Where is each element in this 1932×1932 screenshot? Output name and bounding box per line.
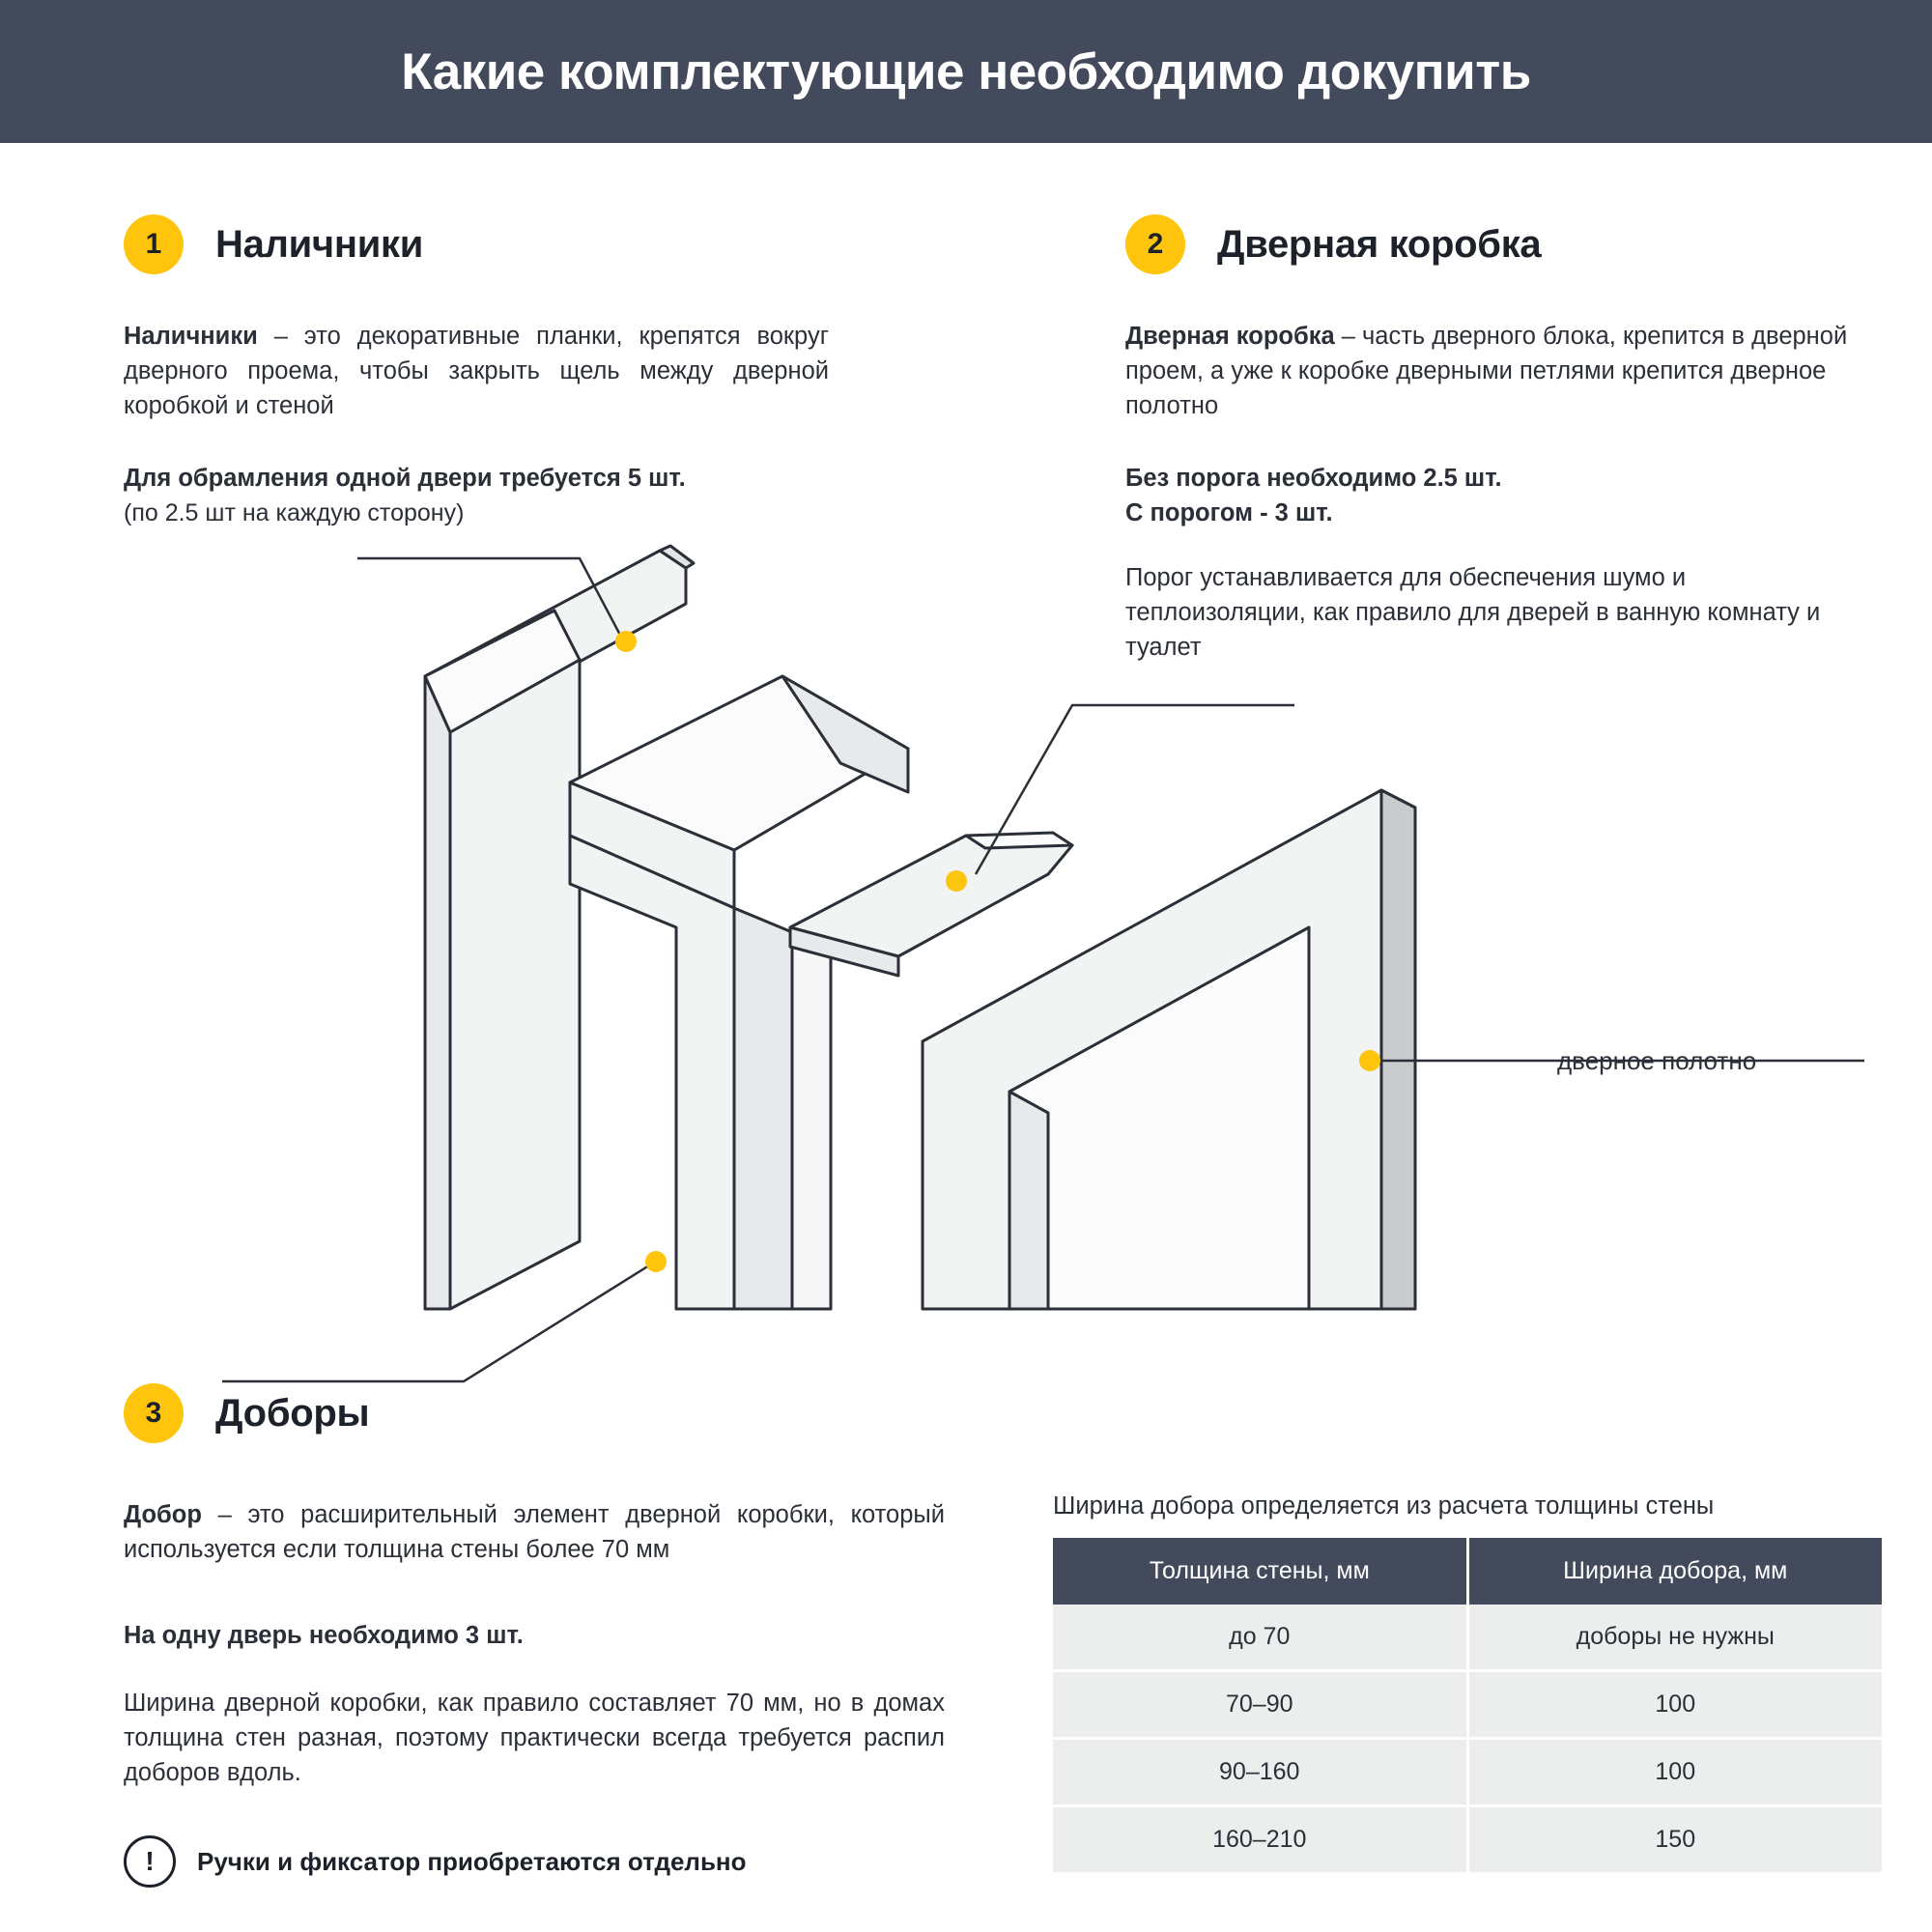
frame-top-front <box>570 782 734 908</box>
door-leaf-panel-inner <box>1009 1092 1048 1309</box>
table-cell-width: 150 <box>1467 1806 1882 1873</box>
section-1-title: Наличники <box>215 222 424 266</box>
frame-leg-left <box>792 932 831 1309</box>
leader-dobor <box>222 1261 657 1381</box>
table-cell-width: доборы не нужны <box>1467 1605 1882 1671</box>
section-3-heading <box>124 1383 369 1443</box>
section-3-requirement-main: На одну дверь необходимо 3 шт. <box>124 1622 524 1649</box>
section-3-description-rest: – это расширительный элемент дверной коробки, который используется если толщина стены более 70 мм <box>124 1501 945 1563</box>
casing-vertical-face <box>425 676 450 1309</box>
dot-casing <box>615 631 637 652</box>
table-cell-thickness: 160–210 <box>1053 1806 1467 1873</box>
casing-vertical-front <box>450 660 580 1309</box>
dot-door-leaf <box>1359 1050 1380 1071</box>
footnote-text: Ручки и фиксатор приобретаются отдельно <box>197 1846 747 1876</box>
section-1-requirement <box>124 461 858 530</box>
section-1-heading <box>124 214 423 274</box>
header-bar <box>0 0 1932 143</box>
threshold-front <box>790 927 898 976</box>
door-leaf-face <box>923 790 1415 1309</box>
section-3-requirement <box>124 1618 945 1653</box>
section-2-description-lead: Дверная коробка <box>1125 323 1335 350</box>
section-1-requirement-main: Для обрамления одной двери требуется 5 шт. <box>124 465 686 492</box>
section-2-description-rest: – часть дверного блока, крепится в дверной проем, а уже к коробке дверными петлями крепится дверное полотно <box>1125 323 1848 419</box>
exclamation-icon: ! <box>124 1835 176 1888</box>
section-3-description-lead: Добор <box>124 1501 202 1528</box>
table-row <box>1053 1739 1882 1806</box>
section-3-title: Доборы <box>215 1391 370 1435</box>
footnote <box>124 1835 747 1888</box>
section-2-requirement <box>1125 461 1898 530</box>
threshold-body <box>790 836 1072 956</box>
table-cell-width: 100 <box>1467 1671 1882 1739</box>
casing-top-face <box>425 551 686 732</box>
table-row <box>1053 1605 1882 1671</box>
dot-threshold <box>946 870 967 892</box>
casing-top-edge <box>660 546 694 568</box>
dot-dobor <box>645 1251 667 1272</box>
section-1-description <box>124 319 829 423</box>
table-cell-width: 100 <box>1467 1739 1882 1806</box>
table-cell-thickness: до 70 <box>1053 1605 1467 1671</box>
casing-vertical-top <box>425 611 580 732</box>
dobor-width-table <box>1053 1538 1882 1872</box>
section-2-badge: 2 <box>1125 214 1185 274</box>
table-header-row <box>1053 1538 1882 1605</box>
door-leaf-panel <box>1009 927 1309 1309</box>
frame-jamb-front <box>734 908 792 1309</box>
threshold-top <box>966 833 1072 848</box>
section-2-note: Порог устанавливается для обеспечения шумо и теплоизоляции, как правило для дверей в ванную комнату и туалет <box>1125 564 1821 661</box>
table-col-dobor-width: Ширина добора, мм <box>1467 1538 1882 1605</box>
section-1-description-lead: Наличники <box>124 323 258 350</box>
table-cell-thickness: 90–160 <box>1053 1739 1467 1806</box>
section-2-heading <box>1125 214 1541 274</box>
section-1-description-rest: – это декоративные планки, крепятся вокруг дверного проема, чтобы закрыть щель между дверной коробкой и стеной <box>124 323 829 419</box>
door-leaf-label: дверное полотно <box>1557 1046 1757 1075</box>
section-3-note: Ширина дверной коробки, как правило составляет 70 мм, но в домах толщина стен разная, поэтому практически всегда требуется распил доборов вдоль. <box>124 1690 945 1786</box>
table-row <box>1053 1806 1882 1873</box>
section-3-description <box>124 1497 945 1567</box>
table-col-wall-thickness: Толщина стены, мм <box>1053 1538 1467 1605</box>
section-1-requirement-note: (по 2.5 шт на каждую сторону) <box>124 499 465 526</box>
dobor-width-table-block <box>1053 1492 1882 1872</box>
frame-left-jamb <box>570 836 734 1309</box>
section-3-badge: 3 <box>124 1383 184 1443</box>
section-2-description <box>1125 319 1898 423</box>
section-2-requirement-line1: Без порога необходимо 2.5 шт. <box>1125 465 1502 492</box>
frame-top-face <box>570 676 908 850</box>
table-row <box>1053 1671 1882 1739</box>
frame-left-outer <box>782 676 908 792</box>
door-leaf-side <box>1381 790 1415 1309</box>
table-cell-thickness: 70–90 <box>1053 1671 1467 1739</box>
table-caption: Ширина добора определяется из расчета толщины стены <box>1053 1492 1715 1520</box>
page-title: Какие комплектующие необходимо докупить <box>401 43 1531 100</box>
leader-threshold <box>976 705 1294 874</box>
leader-casing <box>357 558 623 640</box>
section-2-title: Дверная коробка <box>1217 222 1542 266</box>
section-2-requirement-line2: С порогом - 3 шт. <box>1125 499 1333 526</box>
section-1-badge: 1 <box>124 214 184 274</box>
